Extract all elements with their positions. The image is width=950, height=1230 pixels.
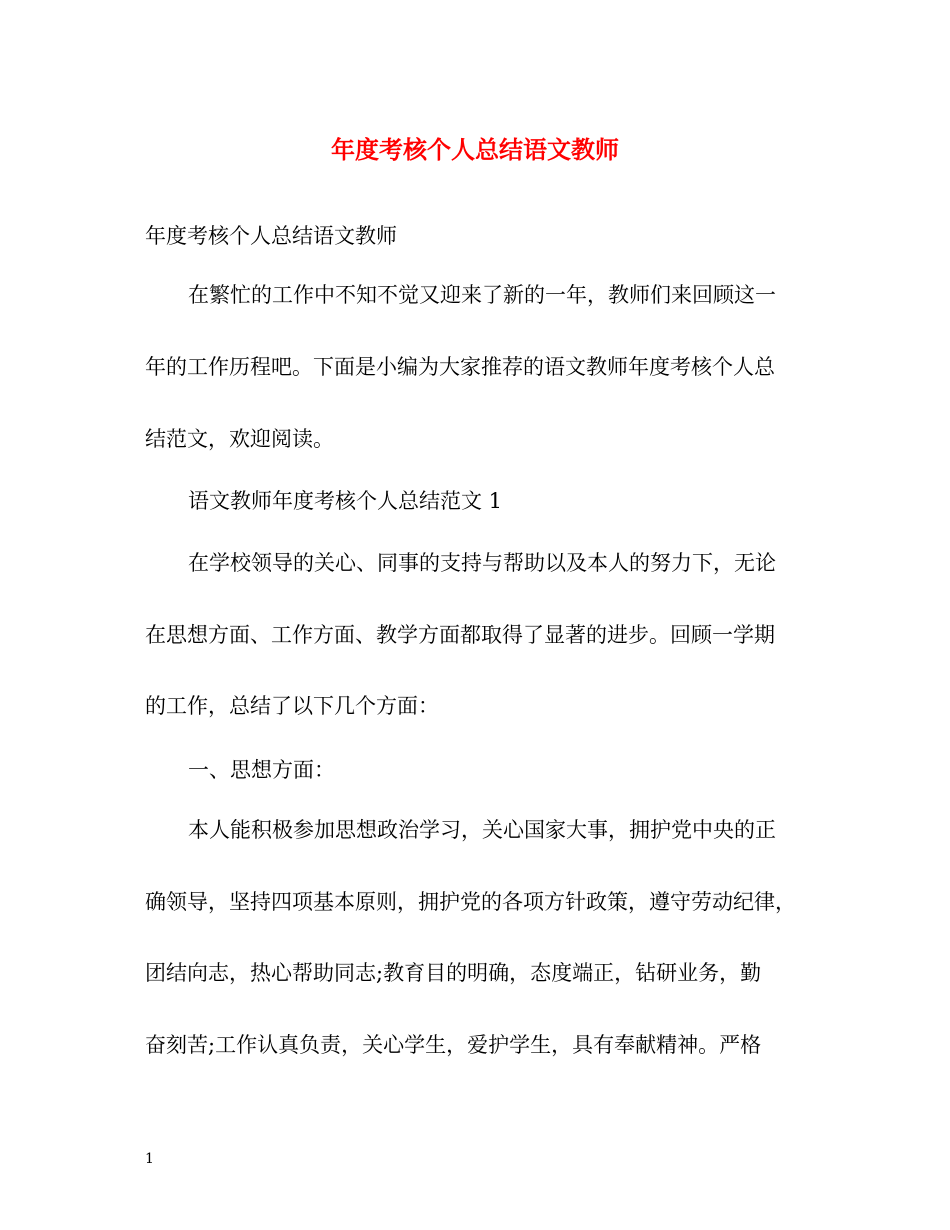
body-line: 结范文，欢迎阅读。 [145,427,334,451]
page-title: 年度考核个人总结语文教师 [331,135,619,164]
body-line: 团结向志，热心帮助同志;教育目的明确，态度端正，钻研业务，勤 [145,961,762,985]
body-line: 本人能积极参加思想政治学习，关心国家大事，拥护党中央的正 [188,818,776,842]
body-line: 在思想方面、工作方面、教学方面都取得了显著的进步。回顾一学期 [145,623,775,647]
body-line: 在繁忙的工作中不知不觉又迎来了新的一年，教师们来回顾这一 [188,283,776,307]
section-heading: 语文教师年度考核个人总结范文 1 [188,489,503,513]
subsection-heading: 一、思想方面： [188,758,335,782]
body-line: 在学校领导的关心、同事的支持与帮助以及本人的努力下，无论 [188,551,776,575]
body-line: 确领导，坚持四项基本原则，拥护党的各项方针政策，遵守劳动纪律， [145,890,796,914]
body-line: 的工作，总结了以下几个方面： [145,694,439,718]
page-number: 1 [145,1151,154,1167]
body-line: 年度考核个人总结语文教师 [145,224,397,248]
body-line: 年的工作历程吧。下面是小编为大家推荐的语文教师年度考核个人总 [145,355,775,379]
body-line: 奋刻苦;工作认真负责，关心学生，爱护学生，具有奉献精神。严格 [145,1033,762,1057]
